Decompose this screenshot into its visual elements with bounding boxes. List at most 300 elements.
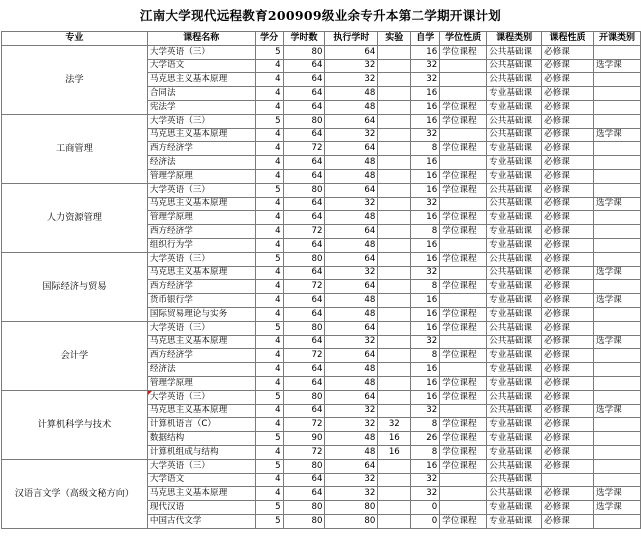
offer-type-cell [593, 432, 640, 446]
course-name-cell: 马克思主义基本原理 [147, 266, 255, 280]
header-course-category: 课程类别 [487, 32, 542, 46]
course-name-cell: 西方经济学 [147, 280, 255, 294]
credits-cell: 4 [255, 280, 283, 294]
course-name-cell: 大学英语（三） [147, 252, 255, 266]
offer-type-cell [593, 169, 640, 183]
lab-cell [378, 501, 411, 515]
hours-cell: 64 [283, 307, 325, 321]
course-category-cell: 专业基础课 [487, 432, 542, 446]
degree-type-cell: 学位课程 [440, 445, 487, 459]
course-name-cell: 现代汉语 [147, 501, 255, 515]
self-study-cell: 32 [411, 335, 440, 349]
lab-cell [378, 211, 411, 225]
course-nature-cell: 必修课 [542, 363, 594, 377]
header-lab: 实验 [378, 32, 411, 46]
degree-type-cell [440, 501, 487, 515]
offer-type-cell: 选学课 [593, 404, 640, 418]
self-study-cell: 8 [411, 142, 440, 156]
self-study-cell: 16 [411, 363, 440, 377]
major-cell: 法学 [2, 45, 148, 114]
exec-hours-cell: 80 [325, 501, 378, 515]
course-category-cell: 公共基础课 [487, 266, 542, 280]
header-course-nature: 课程性质 [542, 32, 594, 46]
hours-cell: 80 [283, 459, 325, 473]
offer-type-cell [593, 73, 640, 87]
lab-cell [378, 225, 411, 239]
self-study-cell: 26 [411, 432, 440, 446]
exec-hours-cell: 48 [325, 363, 378, 377]
course-nature-cell: 必修课 [542, 445, 594, 459]
exec-hours-cell: 64 [325, 459, 378, 473]
self-study-cell: 32 [411, 487, 440, 501]
offer-type-cell: 选学课 [593, 294, 640, 308]
course-name-cell: 大学语文 [147, 59, 255, 73]
exec-hours-cell: 64 [325, 349, 378, 363]
hours-cell: 80 [283, 45, 325, 59]
lab-cell [378, 114, 411, 128]
course-nature-cell: 必修课 [542, 142, 594, 156]
hours-cell: 64 [283, 266, 325, 280]
course-nature-cell: 必修课 [542, 156, 594, 170]
lab-cell: 32 [378, 418, 411, 432]
offer-type-cell: 选学课 [593, 501, 640, 515]
hours-cell: 64 [283, 335, 325, 349]
course-category-cell: 专业基础课 [487, 169, 542, 183]
hours-cell: 80 [283, 501, 325, 515]
major-cell: 人力资源管理 [2, 183, 148, 252]
exec-hours-cell: 48 [325, 238, 378, 252]
table-row [2, 390, 641, 404]
exec-hours-cell: 48 [325, 156, 378, 170]
credits-cell: 4 [255, 73, 283, 87]
course-name-cell: 管理学原理 [147, 169, 255, 183]
offer-type-cell [593, 321, 640, 335]
course-name-cell: 马克思主义基本原理 [147, 487, 255, 501]
exec-hours-cell: 64 [325, 45, 378, 59]
exec-hours-cell: 48 [325, 432, 378, 446]
lab-cell [378, 376, 411, 390]
course-name-cell: 大学英语（三） [147, 45, 255, 59]
course-category-cell: 专业基础课 [487, 238, 542, 252]
lab-cell [378, 363, 411, 377]
course-category-cell: 专业基础课 [487, 349, 542, 363]
offer-type-cell [593, 280, 640, 294]
lab-cell [378, 183, 411, 197]
course-category-cell: 专业基础课 [487, 445, 542, 459]
course-nature-cell: 必修课 [542, 514, 594, 528]
course-category-cell: 专业基础课 [487, 142, 542, 156]
course-plan-table [1, 31, 641, 529]
table-body [2, 45, 641, 528]
course-category-cell: 专业基础课 [487, 501, 542, 515]
degree-type-cell [440, 404, 487, 418]
credits-cell: 4 [255, 376, 283, 390]
self-study-cell: 16 [411, 211, 440, 225]
offer-type-cell [593, 349, 640, 363]
lab-cell [378, 321, 411, 335]
exec-hours-cell: 32 [325, 128, 378, 142]
course-category-cell: 专业基础课 [487, 294, 542, 308]
degree-type-cell [440, 335, 487, 349]
lab-cell [378, 45, 411, 59]
course-category-cell: 专业基础课 [487, 280, 542, 294]
course-nature-cell: 必修课 [542, 335, 594, 349]
course-name-cell: 马克思主义基本原理 [147, 404, 255, 418]
course-nature-cell: 必修课 [542, 45, 594, 59]
hours-cell: 72 [283, 142, 325, 156]
course-nature-cell: 必修课 [542, 87, 594, 101]
self-study-cell: 16 [411, 169, 440, 183]
header-degree-type: 学位性质 [440, 32, 487, 46]
self-study-cell: 16 [411, 390, 440, 404]
course-nature-cell: 必修课 [542, 390, 594, 404]
credits-cell: 4 [255, 197, 283, 211]
hours-cell: 64 [283, 87, 325, 101]
course-name-cell: 中国古代文学 [147, 514, 255, 528]
offer-type-cell [593, 418, 640, 432]
course-category-cell: 公共基础课 [487, 335, 542, 349]
header-course-name: 课程名称 [147, 32, 255, 46]
offer-type-cell: 选学课 [593, 197, 640, 211]
self-study-cell: 16 [411, 87, 440, 101]
degree-type-cell: 学位课程 [440, 183, 487, 197]
self-study-cell: 32 [411, 128, 440, 142]
exec-hours-cell: 64 [325, 321, 378, 335]
offer-type-cell [593, 307, 640, 321]
course-category-cell: 公共基础课 [487, 473, 542, 487]
course-category-cell: 专业基础课 [487, 100, 542, 114]
credits-cell: 4 [255, 211, 283, 225]
course-category-cell: 公共基础课 [487, 252, 542, 266]
degree-type-cell: 学位课程 [440, 390, 487, 404]
course-name-cell: 马克思主义基本原理 [147, 73, 255, 87]
exec-hours-cell: 32 [325, 404, 378, 418]
course-category-cell: 公共基础课 [487, 73, 542, 87]
course-name-cell: 马克思主义基本原理 [147, 335, 255, 349]
credits-cell: 4 [255, 156, 283, 170]
credits-cell: 4 [255, 87, 283, 101]
course-category-cell: 专业基础课 [487, 307, 542, 321]
hours-cell: 80 [283, 252, 325, 266]
lab-cell [378, 197, 411, 211]
credits-cell: 4 [255, 418, 283, 432]
course-nature-cell: 必修课 [542, 211, 594, 225]
credits-cell: 4 [255, 225, 283, 239]
credits-cell: 4 [255, 363, 283, 377]
header-major: 专业 [2, 32, 148, 46]
self-study-cell: 32 [411, 473, 440, 487]
course-nature-cell: 必修课 [542, 349, 594, 363]
degree-type-cell [440, 487, 487, 501]
degree-type-cell [440, 73, 487, 87]
header-self-study: 自学 [411, 32, 440, 46]
self-study-cell: 16 [411, 252, 440, 266]
exec-hours-cell: 48 [325, 294, 378, 308]
course-name-cell: 大学英语（三） [147, 321, 255, 335]
degree-type-cell [440, 128, 487, 142]
offer-type-cell [593, 45, 640, 59]
hours-cell: 64 [283, 73, 325, 87]
course-name-cell: 宪法学 [147, 100, 255, 114]
exec-hours-cell: 32 [325, 73, 378, 87]
course-category-cell: 专业基础课 [487, 376, 542, 390]
course-category-cell: 公共基础课 [487, 59, 542, 73]
course-nature-cell: 必修课 [542, 294, 594, 308]
credits-cell: 5 [255, 459, 283, 473]
header-row [2, 32, 641, 46]
hours-cell: 64 [283, 197, 325, 211]
course-name-cell: 经济法 [147, 156, 255, 170]
course-nature-cell: 必修课 [542, 307, 594, 321]
offer-type-cell [593, 100, 640, 114]
lab-cell [378, 87, 411, 101]
offer-type-cell [593, 156, 640, 170]
hours-cell: 90 [283, 432, 325, 446]
offer-type-cell [593, 445, 640, 459]
exec-hours-cell: 64 [325, 225, 378, 239]
course-name-cell: 国际贸易理论与实务 [147, 307, 255, 321]
major-cell: 会计学 [2, 321, 148, 390]
degree-type-cell: 学位课程 [440, 142, 487, 156]
credits-cell: 5 [255, 183, 283, 197]
course-nature-cell: 必修课 [542, 183, 594, 197]
self-study-cell: 16 [411, 238, 440, 252]
course-category-cell: 公共基础课 [487, 459, 542, 473]
credits-cell: 5 [255, 501, 283, 515]
exec-hours-cell: 64 [325, 390, 378, 404]
degree-type-cell: 学位课程 [440, 100, 487, 114]
course-nature-cell: 必修课 [542, 128, 594, 142]
header-credits: 学分 [255, 32, 283, 46]
course-category-cell: 公共基础课 [487, 183, 542, 197]
degree-type-cell [440, 156, 487, 170]
degree-type-cell: 学位课程 [440, 280, 487, 294]
course-category-cell: 公共基础课 [487, 487, 542, 501]
hours-cell: 64 [283, 59, 325, 73]
self-study-cell: 32 [411, 73, 440, 87]
self-study-cell: 16 [411, 294, 440, 308]
lab-cell [378, 473, 411, 487]
degree-type-cell: 学位课程 [440, 349, 487, 363]
lab-cell [378, 100, 411, 114]
offer-type-cell [593, 390, 640, 404]
course-name-cell: 经济法 [147, 363, 255, 377]
hours-cell: 80 [283, 183, 325, 197]
degree-type-cell [440, 266, 487, 280]
course-nature-cell: 必修课 [542, 252, 594, 266]
degree-type-cell: 学位课程 [440, 211, 487, 225]
exec-hours-cell: 48 [325, 100, 378, 114]
self-study-cell: 16 [411, 183, 440, 197]
major-cell: 工商管理 [2, 114, 148, 183]
hours-cell: 64 [283, 473, 325, 487]
self-study-cell: 16 [411, 114, 440, 128]
course-category-cell: 专业基础课 [487, 225, 542, 239]
self-study-cell: 8 [411, 225, 440, 239]
lab-cell [378, 390, 411, 404]
course-name-cell: 合同法 [147, 87, 255, 101]
offer-type-cell [593, 252, 640, 266]
lab-cell [378, 169, 411, 183]
credits-cell: 4 [255, 294, 283, 308]
course-nature-cell: 必修课 [542, 169, 594, 183]
major-cell: 计算机科学与技术 [2, 390, 148, 459]
degree-type-cell: 学位课程 [440, 225, 487, 239]
credits-cell: 5 [255, 114, 283, 128]
hours-cell: 72 [283, 280, 325, 294]
degree-type-cell: 学位课程 [440, 45, 487, 59]
self-study-cell: 32 [411, 404, 440, 418]
hours-cell: 64 [283, 376, 325, 390]
credits-cell: 4 [255, 169, 283, 183]
self-study-cell: 0 [411, 501, 440, 515]
degree-type-cell [440, 473, 487, 487]
lab-cell: 16 [378, 445, 411, 459]
lab-cell [378, 280, 411, 294]
self-study-cell: 32 [411, 266, 440, 280]
course-nature-cell: 必修课 [542, 501, 594, 515]
offer-type-cell: 选学课 [593, 335, 640, 349]
self-study-cell: 16 [411, 100, 440, 114]
degree-type-cell [440, 87, 487, 101]
course-category-cell: 公共基础课 [487, 45, 542, 59]
lab-cell [378, 128, 411, 142]
self-study-cell: 16 [411, 307, 440, 321]
header-exec-hours: 执行学时 [325, 32, 378, 46]
course-nature-cell: 必修课 [542, 459, 594, 473]
course-category-cell: 专业基础课 [487, 211, 542, 225]
course-nature-cell: 必修课 [542, 225, 594, 239]
credits-cell: 5 [255, 514, 283, 528]
credits-cell: 4 [255, 59, 283, 73]
exec-hours-cell: 48 [325, 376, 378, 390]
degree-type-cell [440, 238, 487, 252]
major-cell: 国际经济与贸易 [2, 252, 148, 321]
course-name-cell: 大学英语（三） [147, 459, 255, 473]
self-study-cell: 16 [411, 459, 440, 473]
offer-type-cell [593, 142, 640, 156]
hours-cell: 80 [283, 390, 325, 404]
offer-type-cell [593, 376, 640, 390]
lab-cell [378, 514, 411, 528]
table-row [2, 459, 641, 473]
course-category-cell: 公共基础课 [487, 114, 542, 128]
hours-cell: 72 [283, 225, 325, 239]
degree-type-cell: 学位课程 [440, 169, 487, 183]
exec-hours-cell: 32 [325, 473, 378, 487]
credits-cell: 5 [255, 252, 283, 266]
degree-type-cell: 学位课程 [440, 514, 487, 528]
credits-cell: 5 [255, 432, 283, 446]
offer-type-cell [593, 238, 640, 252]
course-category-cell: 专业基础课 [487, 514, 542, 528]
offer-type-cell: 选学课 [593, 59, 640, 73]
table-row [2, 183, 641, 197]
offer-type-cell: 选学课 [593, 266, 640, 280]
course-name-cell: 计算机组成与结构 [147, 445, 255, 459]
hours-cell: 64 [283, 211, 325, 225]
hours-cell: 64 [283, 404, 325, 418]
hours-cell: 64 [283, 156, 325, 170]
lab-cell [378, 156, 411, 170]
course-nature-cell: 必修课 [542, 280, 594, 294]
course-name-cell: 马克思主义基本原理 [147, 128, 255, 142]
course-nature-cell: 必修课 [542, 197, 594, 211]
credits-cell: 4 [255, 307, 283, 321]
degree-type-cell [440, 363, 487, 377]
degree-type-cell: 学位课程 [440, 321, 487, 335]
course-name-cell: 组织行为学 [147, 238, 255, 252]
hours-cell: 80 [283, 514, 325, 528]
lab-cell [378, 335, 411, 349]
degree-type-cell: 学位课程 [440, 418, 487, 432]
exec-hours-cell: 64 [325, 142, 378, 156]
hours-cell: 64 [283, 363, 325, 377]
exec-hours-cell: 32 [325, 266, 378, 280]
exec-hours-cell: 32 [325, 59, 378, 73]
exec-hours-cell: 48 [325, 307, 378, 321]
exec-hours-cell: 48 [325, 169, 378, 183]
self-study-cell: 16 [411, 45, 440, 59]
course-nature-cell: 必修课 [542, 432, 594, 446]
hours-cell: 64 [283, 100, 325, 114]
offer-type-cell [593, 473, 640, 487]
page-title: 江南大学现代远程教育200909级业余专升本第二学期开课计划 [139, 8, 502, 23]
exec-hours-cell: 32 [325, 335, 378, 349]
offer-type-cell [593, 363, 640, 377]
header-offer-type: 开课类别 [593, 32, 640, 46]
credits-cell: 5 [255, 390, 283, 404]
exec-hours-cell: 48 [325, 211, 378, 225]
credits-cell: 4 [255, 473, 283, 487]
degree-type-cell [440, 197, 487, 211]
self-study-cell: 32 [411, 59, 440, 73]
lab-cell [378, 142, 411, 156]
course-category-cell: 公共基础课 [487, 197, 542, 211]
degree-type-cell [440, 59, 487, 73]
course-name-cell: 大学英语（三） [147, 114, 255, 128]
course-name-cell: 西方经济学 [147, 225, 255, 239]
offer-type-cell [593, 183, 640, 197]
self-study-cell: 16 [411, 321, 440, 335]
lab-cell [378, 349, 411, 363]
offer-type-cell [593, 87, 640, 101]
header-hours: 学时数 [283, 32, 325, 46]
lab-cell [378, 459, 411, 473]
lab-cell [378, 307, 411, 321]
self-study-cell: 8 [411, 280, 440, 294]
exec-hours-cell: 48 [325, 87, 378, 101]
course-name-cell: 西方经济学 [147, 349, 255, 363]
degree-type-cell: 学位课程 [440, 376, 487, 390]
credits-cell: 4 [255, 238, 283, 252]
hours-cell: 80 [283, 321, 325, 335]
hours-cell: 80 [283, 114, 325, 128]
course-category-cell: 公共基础课 [487, 321, 542, 335]
course-category-cell: 专业基础课 [487, 87, 542, 101]
credits-cell: 4 [255, 266, 283, 280]
hours-cell: 72 [283, 349, 325, 363]
lab-cell [378, 487, 411, 501]
course-name-cell: 管理学原理 [147, 376, 255, 390]
course-nature-cell: 必修课 [542, 404, 594, 418]
course-name-cell: 西方经济学 [147, 142, 255, 156]
table-row [2, 321, 641, 335]
credits-cell: 4 [255, 128, 283, 142]
credits-cell: 4 [255, 142, 283, 156]
hours-cell: 64 [283, 487, 325, 501]
offer-type-cell [593, 225, 640, 239]
